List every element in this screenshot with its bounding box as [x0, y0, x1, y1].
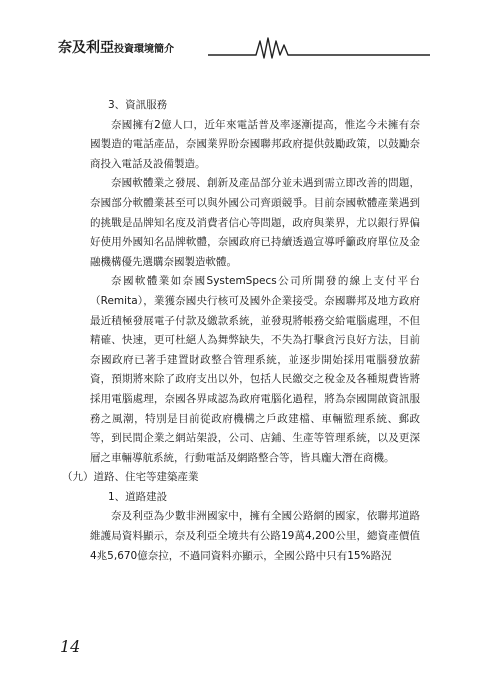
running-header [58, 35, 430, 59]
paragraph: 奈及利亞為少數非洲國家中，擁有全國公路網的國家，依聯邦道路維護局資料顯示，奈及利亞全境共有公路19萬4,200公里，總資產價值4兆5,670億奈拉，不過同資料亦顯示，全國公路中只有15%路況 [90, 510, 420, 562]
sub-1-heading: 1、道路建設 [108, 490, 168, 503]
paragraph: 奈國擁有2億人口，近年來電話普及率逐漸提高，惟迄今未擁有奈國製造的電話產品，奈國業界盼奈國聯邦政府提供鼓勵政策，以鼓勵奈商投入電話及設備製造。 [90, 118, 420, 170]
page-number: 14 [60, 637, 81, 656]
paragraph: 奈國軟體業之發展、創新及產品部分並未遇到需立即改善的問題，奈國部分軟體業甚至可以與外國公司齊頭競爭。目前奈國軟體產業遇到的挑戰是品牌知名度及消費者信心等問題，政府與業界，尤以銀行界偏好使用外國知名品牌軟體，奈國政府已持續透過宣導呼籲政府單位及金融機構優先選購奈國製造軟體。 [90, 177, 420, 268]
page-body [62, 96, 420, 566]
header-title-sub: 投資環境簡介 [114, 44, 174, 55]
paragraph: 奈國軟體業如奈國SystemSpecs公司所開發的線上支付平台（Remita），業獲奈國央行核可及國外企業接受。奈國聯邦及地方政府最近積極發展電子付款及繳款系統，並發現將帳務交給電腦處理，不但精確、快速，更可杜絕人為舞弊缺失，不失為打擊貪污良好方法，目前奈國政府已著手建置財政整合管理系統，並逐步開始採用電腦發放薪資，預期將來除了政府支出以外，包括人民繳交之稅金及各種規費皆將採用電腦處理，奈國各界咸認為政府電腦化過程，將為奈國開啟資訊服務之風潮，特別是目前從政府機構之戶政建檔、車輛監理系統、郵政等，到民間企業之網站架設，公司、店鋪、生產等管理系統，以及更深層之車輛導航系統，行動電話及網路整合等，皆具龐大潛在商機。 [90, 275, 420, 464]
header-title [58, 37, 174, 57]
section-9-heading: （九）道路、住宅等建築產業 [62, 471, 199, 484]
item-3-heading: 3、資訊服務 [108, 99, 168, 111]
header-title-main: 奈及利亞 [58, 40, 114, 56]
